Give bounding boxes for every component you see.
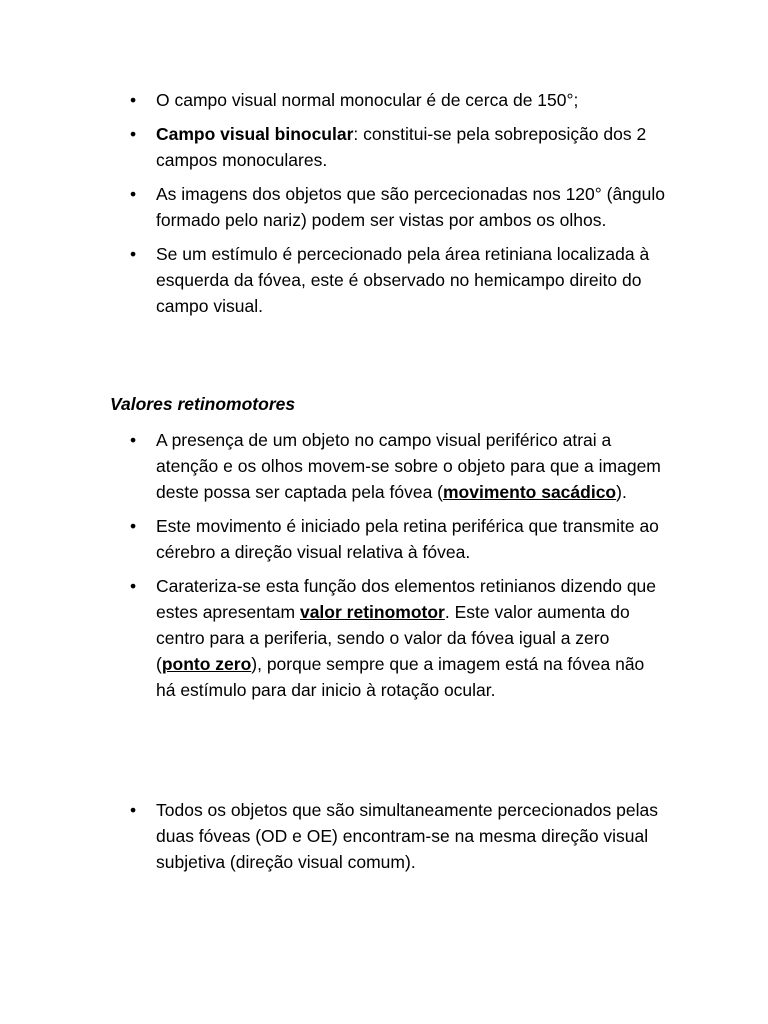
item-text: Carateriza-se esta função dos elementos retinianos dizendo que estes apresentam bbox=[156, 576, 657, 622]
bullet-list-retinomotor bbox=[0, 427, 768, 711]
list-item bbox=[0, 181, 666, 233]
bullet-list-visual-field bbox=[0, 87, 768, 327]
list-item bbox=[0, 241, 666, 319]
list-item bbox=[0, 513, 666, 565]
item-text: As imagens dos objetos que são percecionadas nos 120° (ângulo formado pelo nariz) podem ser vistas por ambos os olhos. bbox=[156, 184, 666, 230]
item-text: Todos os objetos que são simultaneamente percecionados pelas duas fóveas (OD e OE) encontram-se na mesma direção visual subjetiva (direção visual comum). bbox=[156, 800, 658, 872]
item-underlined-term: ponto zero bbox=[161, 654, 252, 674]
item-bold-term: Campo visual binocular bbox=[156, 124, 354, 144]
list-item bbox=[0, 573, 666, 703]
item-text: : constitui-se pela sobreposição dos 2 campos monoculares. bbox=[156, 124, 647, 170]
list-item bbox=[0, 87, 666, 113]
item-underlined-term: movimento sacádico bbox=[443, 482, 617, 502]
list-item bbox=[0, 797, 666, 875]
bullet-list-common-direction bbox=[0, 797, 768, 883]
list-item bbox=[0, 121, 666, 173]
item-text: Este movimento é iniciado pela retina periférica que transmite ao cérebro a direção visual relativa à fóvea. bbox=[156, 516, 659, 562]
item-text: Se um estímulo é percecionado pela área retiniana localizada à esquerda da fóvea, este é observado no hemicampo direito do campo visual. bbox=[156, 244, 650, 316]
section-heading: Valores retinomotores bbox=[110, 394, 296, 414]
item-text: O campo visual normal monocular é de cerca de 150°; bbox=[156, 90, 579, 110]
item-text: ). bbox=[616, 482, 627, 502]
item-underlined-term: valor retinomotor bbox=[299, 602, 445, 622]
item-text: ), porque sempre que a imagem está na fóvea não há estímulo para dar inicio à rotação ocular. bbox=[156, 654, 645, 700]
item-text: . Este valor aumenta do centro para a periferia, sendo o valor da fóvea igual a zero ( bbox=[156, 602, 630, 674]
item-text: A presença de um objeto no campo visual periférico atrai a atenção e os olhos movem-se sobre o objeto para que a imagem deste possa ser captada pela fóvea ( bbox=[156, 430, 661, 502]
list-item bbox=[0, 427, 666, 505]
